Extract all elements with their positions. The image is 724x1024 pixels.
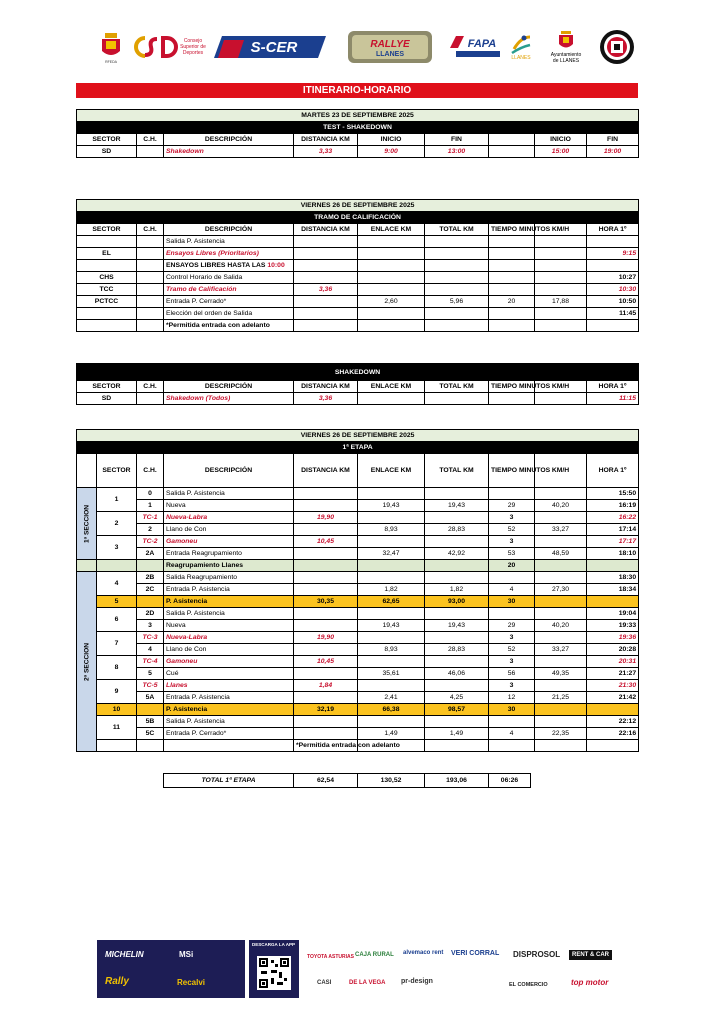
col-kmh: KM/H	[535, 454, 587, 488]
sponsor-msi: MSi	[179, 950, 194, 959]
crown-shield-icon	[96, 27, 126, 67]
total-label: TOTAL 1ª ETAPA	[164, 774, 294, 788]
test-date: MARTES 23 DE SEPTIEMBRE 2025	[77, 110, 639, 122]
svg-text:RFEDA: RFEDA	[105, 60, 117, 64]
table-row: 2ª SECCION 4 2B Salida Reagrupamiento 18:30	[77, 572, 639, 584]
total-row	[164, 774, 531, 788]
sponsor-michelin: MICHELIN	[105, 950, 144, 959]
table-row: 5C Entrada P. Cerrado* 1,49 1,49 4 22,35 22:16	[77, 728, 639, 740]
col-sector: SECTOR	[77, 134, 137, 146]
table-row: 4 Llano de Con 8,93 28,83 52 33,27 20:28	[77, 644, 639, 656]
col-sector: SECTOR	[77, 224, 137, 236]
table-row: 5 P. Asistencia 30,35 62,65 93,00 30	[77, 596, 639, 608]
section-2-label: 2ª SECCION	[77, 572, 97, 752]
total-table	[163, 773, 531, 788]
col-enlace: ENLACE KM	[358, 454, 425, 488]
sponsor-recalvi: Recalvi	[177, 978, 206, 987]
col-sector: SECTOR	[97, 454, 137, 488]
svg-text:FAPA: FAPA	[467, 38, 497, 50]
col-descripcion: DESCRIPCIÓN	[164, 454, 294, 488]
header-logos	[96, 26, 636, 68]
table-row: 8 TC-4 Gamoneu 10,45 3 20:31	[77, 656, 639, 668]
ayuntamiento-logo	[548, 26, 584, 68]
col-empty	[489, 134, 535, 146]
col-ch: C.H.	[137, 381, 164, 393]
table-row: 10 P. Asistencia 32,19 66,38 98,57 30	[77, 704, 639, 716]
table-row: PCTCC Entrada P. Cerrado* 2,60 5,96 20 17,88 10:50	[77, 296, 639, 308]
col-tiempo: TIEMPO MINUTOS	[489, 224, 535, 236]
club-logo	[598, 26, 636, 68]
col-hora: HORA 1º	[587, 454, 639, 488]
col-ch: C.H.	[137, 134, 164, 146]
col-descripcion: DESCRIPCIÓN	[164, 134, 294, 146]
col-distancia: DISTANCIA KM	[294, 224, 358, 236]
table-row: EL Ensayos Libres (Prioritarios) 9:15	[77, 248, 639, 260]
table-row: 9 TC-5 Llanes 1,84 3 21:30	[77, 680, 639, 692]
col-total: TOTAL KM	[425, 381, 489, 393]
llanes-tourism-logo	[506, 26, 536, 68]
download-app-label: DESCARGA LA APP	[252, 942, 296, 947]
table-row: 1ª SECCION 1 0 Salida P. Asistencia 15:50	[77, 488, 639, 500]
calificacion-subtitle: TRAMO DE CALIFICACIÓN	[77, 212, 639, 224]
llanes-tourism-text: LLANES	[511, 55, 531, 61]
col-hora: HORA 1º	[587, 224, 639, 236]
shakedown-table	[76, 363, 639, 405]
app-download[interactable]	[249, 940, 299, 998]
sponsor-rally: Rally	[105, 976, 129, 987]
sponsor-pr-design: pr-design	[401, 978, 433, 985]
col-total: TOTAL KM	[425, 454, 489, 488]
table-row: TCC Tramo de Calificación 3,36 10:30	[77, 284, 639, 296]
sponsor-toyota: TOYOTA ASTURIAS	[307, 954, 354, 960]
col-inicio: INICIO	[358, 134, 425, 146]
calificacion-table	[76, 199, 639, 332]
shakedown-subtitle: SHAKEDOWN	[77, 364, 639, 381]
etapa-date: VIERNES 26 DE SEPTIEMBRE 2025	[77, 430, 639, 442]
scer-icon	[214, 36, 326, 58]
test-subtitle: TEST - SHAKEDOWN	[77, 122, 639, 134]
col-distancia: DISTANCIA KM	[294, 454, 358, 488]
svg-text:LLANES: LLANES	[376, 51, 404, 58]
sponsor-rent-car: RENT & CAR	[569, 950, 612, 960]
table-row: *Permitida entrada con adelanto	[77, 320, 639, 332]
scer-logo	[214, 26, 326, 68]
col-tiempo: TIEMPO MINUTOS	[489, 454, 535, 488]
sponsor-caja-rural: CAJA RURAL	[355, 952, 394, 958]
table-row: 2C Entrada P. Asistencia 1,82 1,82 4 27,30 18:34	[77, 584, 639, 596]
table-row: 2 Llano de Con 8,93 28,83 52 33,27 17:14	[77, 524, 639, 536]
rallye-llanes-logo	[346, 26, 434, 68]
sponsor-el-comercio: EL COMERCIO	[509, 982, 548, 988]
table-row: Salida P. Asistencia	[77, 236, 639, 248]
col-distancia: DISTANCIA KM	[294, 134, 358, 146]
sponsor-casi: CASI	[317, 980, 332, 986]
sponsor-de-la-vega: DE LA VEGA	[349, 980, 386, 986]
table-row: 5 Cué 35,61 46,06 56 49,35 21:27	[77, 668, 639, 680]
sponsor-alvemaco: alvemaco rent	[403, 950, 444, 956]
sponsor-panel-right	[303, 940, 627, 998]
sponsor-veri-corral: VERI CORRAL	[451, 950, 500, 957]
csd-icon	[133, 35, 177, 59]
sponsor-top-motor: top motor	[571, 978, 609, 987]
table-row: CHS Control Horario de Salida 10:27	[77, 272, 639, 284]
col-hora: HORA 1º	[587, 381, 639, 393]
fapa-icon	[450, 34, 502, 60]
col-kmh: KM/H	[535, 381, 587, 393]
col-descripcion: DESCRIPCIÓN	[164, 381, 294, 393]
table-row: 1 Nueva 19,43 19,43 29 40,20 16:19	[77, 500, 639, 512]
svg-text:S-CER: S-CER	[250, 39, 298, 56]
csd-logo	[132, 26, 210, 68]
section-1-label: 1ª SECCION	[77, 488, 97, 560]
table-row: 2A Entrada Reagrupamiento 32,47 42,92 53 48,59 18:10	[77, 548, 639, 560]
sponsor-banner	[97, 940, 627, 998]
qr-code-icon	[257, 956, 291, 990]
sponsor-panel-left	[97, 940, 245, 998]
table-row: 2 TC-1 Nueva-Labra 19,90 3 16:22	[77, 512, 639, 524]
col-distancia: DISTANCIA KM	[294, 381, 358, 393]
total-dist: 62,54	[294, 774, 358, 788]
table-row: 11 5B Salida P. Asistencia 22:12	[77, 716, 639, 728]
total-tiempo: 06:26	[489, 774, 531, 788]
etapa-subtitle: 1ª ETAPA	[77, 442, 639, 454]
coat-of-arms-icon	[558, 30, 574, 52]
etapa-table	[76, 429, 639, 752]
col-tiempo: TIEMPO MINUTOS	[489, 381, 535, 393]
csd-logo-text: Consejo Superior de Deportes	[180, 38, 206, 56]
col-ch: C.H.	[137, 224, 164, 236]
table-row: Reagrupamiento Llanes 20	[77, 560, 639, 572]
col-descripcion: DESCRIPCIÓN	[164, 224, 294, 236]
table-row: Elección del orden de Salida 11:45	[77, 308, 639, 320]
page-title: ITINERARIO-HORARIO	[76, 83, 638, 98]
col-inicio-2: INICIO	[535, 134, 587, 146]
col-enlace: ENLACE KM	[358, 381, 425, 393]
calificacion-date: VIERNES 26 DE SEPTIEMBRE 2025	[77, 200, 639, 212]
col-total: TOTAL KM	[425, 224, 489, 236]
col-enlace: ENLACE KM	[358, 224, 425, 236]
test-shakedown-table	[76, 109, 639, 158]
col-sector: SECTOR	[77, 381, 137, 393]
table-row: 5A Entrada P. Asistencia 2,41 4,25 12 21,25 21:42	[77, 692, 639, 704]
table-row: 3 TC-2 Gamoneu 10,45 3 17:17	[77, 536, 639, 548]
col-ch: C.H.	[137, 454, 164, 488]
table-row: 7 TC-3 Nueva-Labra 19,90 3 19:36	[77, 632, 639, 644]
fapa-logo	[450, 26, 502, 68]
total-km: 193,06	[425, 774, 489, 788]
svg-text:RALLYE: RALLYE	[370, 39, 410, 50]
sponsor-disprosol: DISPROSOL	[513, 950, 561, 959]
table-row: ENSAYOS LIBRES HASTA LAS 10:00	[77, 260, 639, 272]
total-enlace: 130,52	[358, 774, 425, 788]
table-row: SD Shakedown (Todos) 3,36 11:15	[77, 393, 639, 405]
table-row: 3 Nueva 19,43 19,43 29 40,20 19:33	[77, 620, 639, 632]
rfeda-logo	[96, 26, 126, 68]
table-row: SD Shakedown 3,33 9:00 13:00 15:00 19:00	[77, 146, 639, 158]
runner-icon	[510, 33, 532, 55]
col-fin-2: FIN	[587, 134, 639, 146]
club-badge-icon	[599, 29, 635, 65]
ayuntamiento-text: Ayuntamiento de LLANES	[550, 52, 582, 64]
col-kmh: KM/H	[535, 224, 587, 236]
rallye-llanes-icon	[346, 27, 434, 67]
col-fin: FIN	[425, 134, 489, 146]
note-row: *Permitida entrada con adelanto	[77, 740, 639, 752]
table-row: 6 2D Salida P. Asistencia 19:04	[77, 608, 639, 620]
